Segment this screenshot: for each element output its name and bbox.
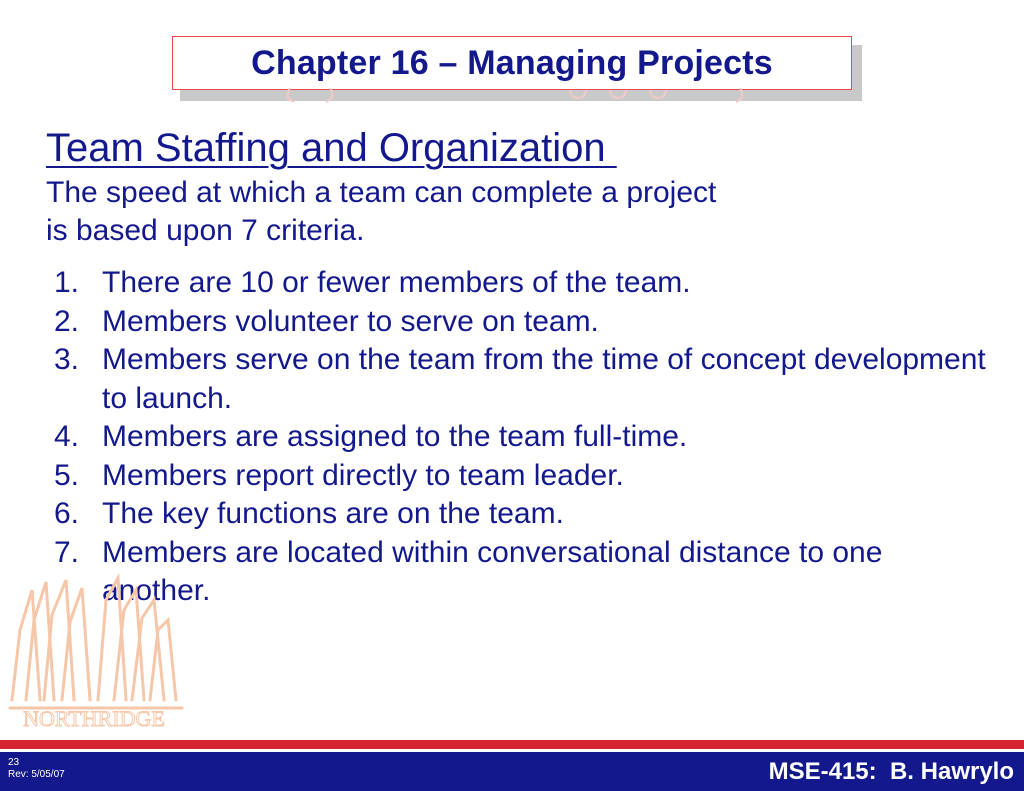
criteria-item	[46, 341, 996, 418]
criteria-number: 5.	[54, 458, 80, 492]
criteria-text: The key functions are on the team.	[102, 497, 564, 530]
criteria-item	[46, 264, 996, 303]
intro-text	[46, 174, 886, 250]
criteria-text: Members are located within conversational distance to one another.	[102, 535, 883, 607]
criteria-list	[46, 264, 996, 611]
criteria-text: Members volunteer to serve on team.	[102, 304, 599, 338]
title-box	[172, 36, 852, 90]
course-author: MSE-415: B. Hawrylo	[768, 758, 1014, 785]
slide-title: Chapter 16 – Managing Projects	[251, 43, 773, 82]
svg-text:NORTHRIDGE: NORTHRIDGE	[23, 706, 165, 731]
criteria-text: There are 10 or fewer members of the team.	[102, 266, 691, 299]
revision-date: Rev: 5/05/07	[8, 769, 65, 780]
criteria-number: 7.	[54, 535, 80, 569]
criteria-item	[46, 495, 996, 534]
criteria-text: Members report directly to team leader.	[102, 458, 624, 492]
criteria-text: Members serve on the team from the time of concept development to launch.	[102, 343, 986, 415]
criteria-number: 2.	[54, 304, 80, 338]
page-number: 23	[8, 757, 20, 768]
criteria-text: Members are assigned to the team full-time.	[102, 420, 688, 453]
footer-red-stripe	[0, 740, 1024, 749]
section-heading: Team Staffing and Organization	[46, 126, 617, 170]
criteria-item	[46, 303, 996, 342]
title-reflection	[270, 88, 760, 106]
criteria-number: 6.	[54, 497, 80, 530]
criteria-number: 3.	[54, 343, 80, 376]
criteria-item	[46, 534, 996, 611]
criteria-item	[46, 418, 996, 457]
criteria-number: 1.	[54, 266, 80, 299]
university-logo-icon	[6, 560, 186, 735]
criteria-item	[46, 457, 996, 496]
criteria-number: 4.	[54, 420, 80, 453]
intro-line-2: is based upon 7 criteria.	[46, 214, 365, 247]
intro-line-1: The speed at which a team can complete a project	[46, 176, 717, 209]
